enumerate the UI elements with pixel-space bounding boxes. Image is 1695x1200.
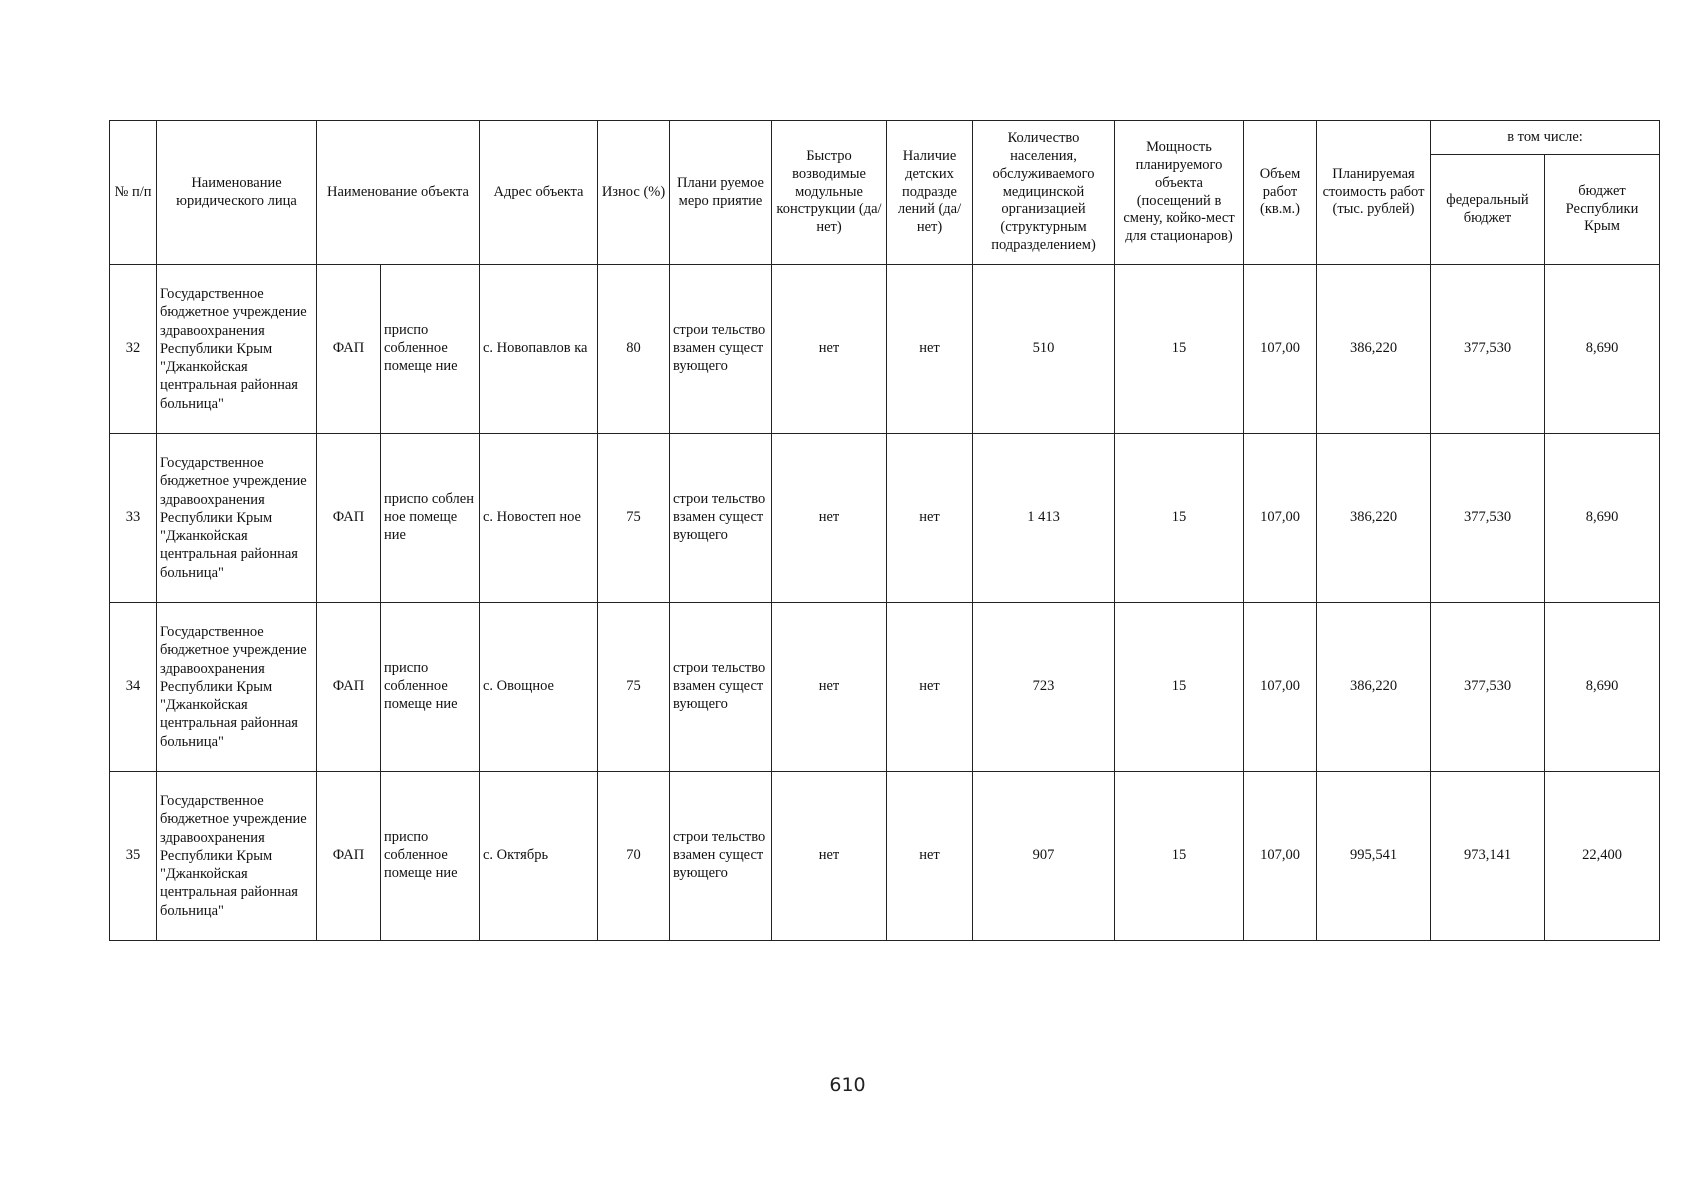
cell-children: нет xyxy=(887,772,973,941)
cell-object: приспо собленное помеще ние xyxy=(381,265,480,434)
table-row xyxy=(110,603,1660,772)
cell-volume: 107,00 xyxy=(1244,434,1317,603)
cell-wear: 70 xyxy=(598,772,670,941)
cell-cost: 386,220 xyxy=(1317,603,1431,772)
header-wear: Износ (%) xyxy=(598,121,670,265)
cell-address: с. Октябрь xyxy=(480,772,598,941)
cell-wear: 75 xyxy=(598,434,670,603)
cell-address: с. Новопавлов ка xyxy=(480,265,598,434)
header-regional: бюджет Республики Крым xyxy=(1545,155,1660,265)
header-federal: федеральный бюджет xyxy=(1431,155,1545,265)
cell-wear: 75 xyxy=(598,603,670,772)
cell-modular: нет xyxy=(772,265,887,434)
cell-population: 510 xyxy=(973,265,1115,434)
header-address: Адрес объекта xyxy=(480,121,598,265)
cell-num: 35 xyxy=(110,772,157,941)
cell-address: с. Новостеп ное xyxy=(480,434,598,603)
header-children: Наличие детских подразде лений (да/нет) xyxy=(887,121,973,265)
cell-federal: 377,530 xyxy=(1431,603,1545,772)
cell-federal: 973,141 xyxy=(1431,772,1545,941)
page-number: 610 xyxy=(829,1074,866,1096)
header-legal-entity: Наименование юридического лица xyxy=(157,121,317,265)
cell-type: ФАП xyxy=(317,603,381,772)
header-planned-measure: Плани руемое меро приятие xyxy=(670,121,772,265)
cell-measure: строи тельство взамен сущест вующего xyxy=(670,434,772,603)
cell-capacity: 15 xyxy=(1115,772,1244,941)
table-row xyxy=(110,265,1660,434)
cell-type: ФАП xyxy=(317,265,381,434)
cell-num: 33 xyxy=(110,434,157,603)
cell-capacity: 15 xyxy=(1115,603,1244,772)
table-row xyxy=(110,434,1660,603)
cell-volume: 107,00 xyxy=(1244,603,1317,772)
cell-capacity: 15 xyxy=(1115,265,1244,434)
cell-cost: 386,220 xyxy=(1317,265,1431,434)
cell-cost: 995,541 xyxy=(1317,772,1431,941)
cell-object: приспо собленное помеще ние xyxy=(381,772,480,941)
cell-object: приспо соблен ное помеще ние xyxy=(381,434,480,603)
cell-measure: строи тельство взамен сущест вующего xyxy=(670,265,772,434)
cell-modular: нет xyxy=(772,772,887,941)
cell-address: с. Овощное xyxy=(480,603,598,772)
header-modular: Быстро возводимые модульные конструкции (да/нет) xyxy=(772,121,887,265)
header-including: в том числе: xyxy=(1431,121,1660,155)
cell-population: 1 413 xyxy=(973,434,1115,603)
cell-population: 723 xyxy=(973,603,1115,772)
header-capacity: Мощность планируемого объекта (посещений в смену, койко-мест для стационаров) xyxy=(1115,121,1244,265)
cell-capacity: 15 xyxy=(1115,434,1244,603)
cell-num: 32 xyxy=(110,265,157,434)
cell-population: 907 xyxy=(973,772,1115,941)
cell-volume: 107,00 xyxy=(1244,265,1317,434)
cell-federal: 377,530 xyxy=(1431,265,1545,434)
facilities-table xyxy=(109,120,1660,941)
cell-org: Государственное бюджетное учреждение здравоохранения Республики Крым "Джанкойская центральная районная больница" xyxy=(157,265,317,434)
cell-object: приспо собленное помеще ние xyxy=(381,603,480,772)
cell-num: 34 xyxy=(110,603,157,772)
header-object-name: Наименование объекта xyxy=(317,121,480,265)
cell-regional: 22,400 xyxy=(1545,772,1660,941)
cell-regional: 8,690 xyxy=(1545,603,1660,772)
cell-type: ФАП xyxy=(317,772,381,941)
cell-federal: 377,530 xyxy=(1431,434,1545,603)
cell-modular: нет xyxy=(772,603,887,772)
header-volume: Объем работ (кв.м.) xyxy=(1244,121,1317,265)
table-row xyxy=(110,772,1660,941)
cell-children: нет xyxy=(887,603,973,772)
cell-children: нет xyxy=(887,434,973,603)
cell-modular: нет xyxy=(772,434,887,603)
cell-cost: 386,220 xyxy=(1317,434,1431,603)
cell-regional: 8,690 xyxy=(1545,265,1660,434)
cell-org: Государственное бюджетное учреждение здравоохранения Республики Крым "Джанкойская центральная районная больница" xyxy=(157,603,317,772)
cell-volume: 107,00 xyxy=(1244,772,1317,941)
cell-measure: строи тельство взамен сущест вующего xyxy=(670,772,772,941)
header-population: Количество населения, обслуживаемого медицинской организацией (структурным подразделением) xyxy=(973,121,1115,265)
cell-wear: 80 xyxy=(598,265,670,434)
cell-regional: 8,690 xyxy=(1545,434,1660,603)
cell-children: нет xyxy=(887,265,973,434)
header-cost: Планируемая стоимость работ (тыс. рублей) xyxy=(1317,121,1431,265)
header-num: № п/п xyxy=(110,121,157,265)
cell-measure: строи тельство взамен сущест вующего xyxy=(670,603,772,772)
cell-org: Государственное бюджетное учреждение здравоохранения Республики Крым "Джанкойская центральная районная больница" xyxy=(157,772,317,941)
cell-type: ФАП xyxy=(317,434,381,603)
cell-org: Государственное бюджетное учреждение здравоохранения Республики Крым "Джанкойская центральная районная больница" xyxy=(157,434,317,603)
